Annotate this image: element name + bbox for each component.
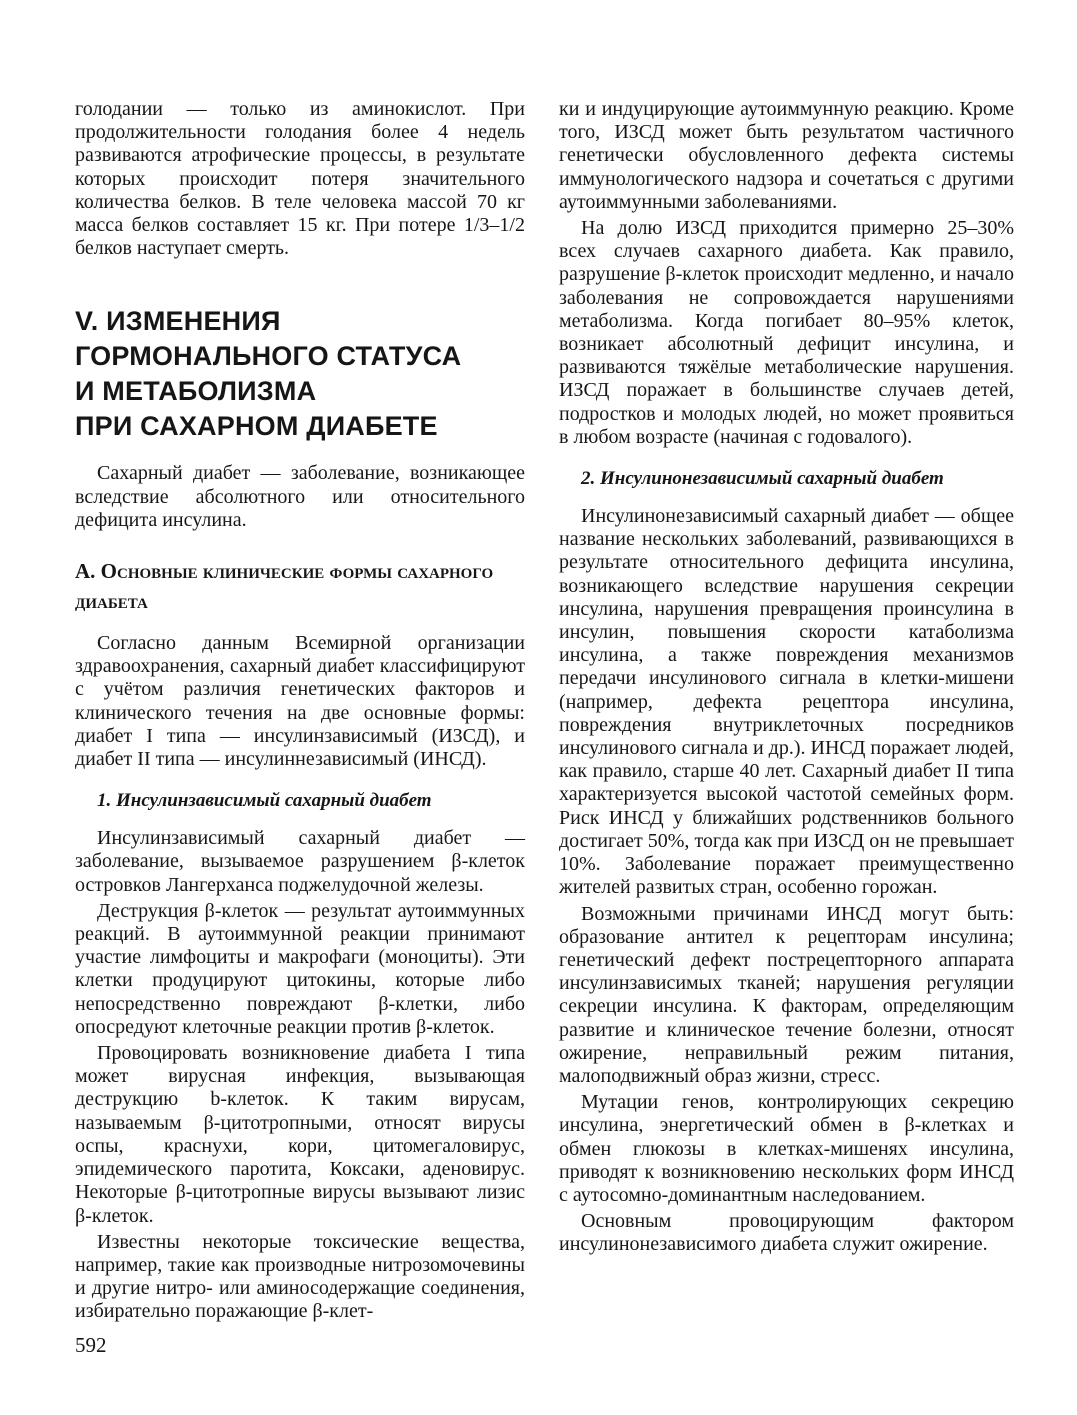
chapter-title-line: V. ИЗМЕНЕНИЯ [75, 306, 281, 337]
definition-paragraph: Сахарный диабет — заболевание, возникающее вследствие абсолютного или относительного дефицита инсулина. [75, 462, 525, 531]
chapter-title [75, 304, 525, 444]
izsd-share-paragraph: На долю ИЗСД приходится примерно 25–30% всех случаев сахарного диабета. Как правило, разрушение β-клеток происходит медленно, и начало заболевания не сопровождается нарушениями метаболизма. Когда погибает 80–95% клеток, возникает абсолютный дефицит инсулина, и развиваются тяжёлые метаболические нарушения. ИЗСД поражает в большинстве случаев детей, подростков и молодых людей, но может проявиться в любом возрасте (начиная с годовалого). [559, 217, 1014, 448]
chapter-title-line: И МЕТАБОЛИЗМА [75, 376, 317, 407]
chapter-title-line: ПРИ САХАРНОМ ДИАБЕТЕ [75, 411, 438, 442]
insd-paragraph-2: Возможными причинами ИНСД могут быть: образование антител к рецепторам инсулина; генетический дефект пострецепторного аппарата инсулинзависимых тканей; нарушения регуляции секреции инсулина. К факторам, определяющим развитие и клиническое течение болезни, относят ожирение, неправильный режим питания, малоподвижный образ жизни, стресс. [559, 902, 1014, 1087]
continuation-paragraph: ки и индуцирующие аутоиммунную реакцию. Кроме того, ИЗСД может быть результатом частичного генетически обусловленного дефекта системы иммунологического надзора и сочетаться с другими аутоиммунными заболеваниями. [559, 98, 1014, 213]
left-column [75, 98, 525, 1324]
insd-paragraph-1: Инсулинонезависимый сахарный диабет — общее название нескольких заболеваний, развивающихся в результате относительного дефицита инсулина, возникающего вследствие нарушения секреции инсулина, нарушения превращения проинсулина в инсулин, повышения скорости катаболизма инсулина, а также повреждения механизмов передачи инсулинового сигнала в клетки-мишени (например, дефекта рецептора инсулина, повреждения внутриклеточных посредников инсулинового сигнала и др.). ИНСД поражает людей, как правило, старше 40 лет. Сахарный диабет II типа характеризуется высокой частотой семейных форм. Риск ИНСД у ближайших родственников больного достигает 50%, тогда как при ИЗСД он не превышает 10%. Заболевание поражает преимущественно жителей развитых стран, особенно горожан. [559, 505, 1014, 899]
subsection-2-title: 2. Инсулинонезависимый сахарный диабет [581, 468, 944, 490]
section-a-title [75, 556, 525, 616]
insd-paragraph-4: Основным провоцирующим фактором инсулинонезависимого диабета служит ожирение. [559, 1210, 1014, 1256]
izsd-paragraph-3: Провоцировать возникновение диабета I типа может вирусная инфекция, вызывающая деструкцию b-клеток. К таким вирусам, называемым β-цитотропными, относят вирусы оспы, краснухи, кори, цитомегаловирус, эпидемического паротита, Коксаки, аденовирус. Некоторые β-цитотропные вирусы вызывают лизис β-клеток. [75, 1042, 525, 1227]
izsd-paragraph-4: Известны некоторые токсические вещества, например, такие как производные нитрозомочевины и другие нитро- или аминосодержащие соединения, избирательно поражающие β-клет- [75, 1230, 525, 1323]
subsection-1-title: 1. Инсулинзависимый сахарный диабет [97, 790, 432, 812]
who-classification-paragraph: Согласно данным Всемирной организации здравоохранения, сахарный диабет классифицируют с учётом различия генетических факторов и клинического течения на две основные формы: диабет I типа — инсулинзависимый (ИЗСД), и диабет II типа — инсулиннезависимый (ИНСД). [75, 632, 525, 771]
izsd-paragraph-1: Инсулинзависимый сахарный диабет — заболевание, вызываемое разрушением β-клеток островков Лангерханса поджелудочной железы. [75, 827, 525, 896]
section-a-title-text: А. Основные клинические формы сахарного диабета [75, 559, 494, 614]
page-number: 592 [75, 1333, 107, 1357]
right-column [559, 98, 1014, 1257]
chapter-title-line: ГОРМОНАЛЬНОГО СТАТУСА [75, 341, 462, 372]
insd-paragraph-3: Мутации генов, контролирующих секрецию инсулина, энергетический обмен в β-клетках и обмен глюкозы в клетках-мишенях инсулина, приводят к возникновению нескольких форм ИНСД с аутосомно-доминантным наследованием. [559, 1091, 1014, 1206]
izsd-paragraph-2: Деструкция β-клеток — результат аутоиммунных реакций. В аутоиммунной реакции принимают участие лимфоциты и макрофаги (моноциты). Эти клетки продуцируют цитокины, которые либо непосредственно повреждают β-клетки, либо опосредуют клеточные реакции против β-клеток. [75, 899, 525, 1038]
intro-paragraph: голодании — только из аминокислот. При продолжительности голодания более 4 недель развиваются атрофические процессы, в результате которых происходит потеря значительного количества белков. В теле человека массой 70 кг масса белков составляет 15 кг. При потере 1/3–1/2 белков наступает смерть. [75, 98, 525, 260]
